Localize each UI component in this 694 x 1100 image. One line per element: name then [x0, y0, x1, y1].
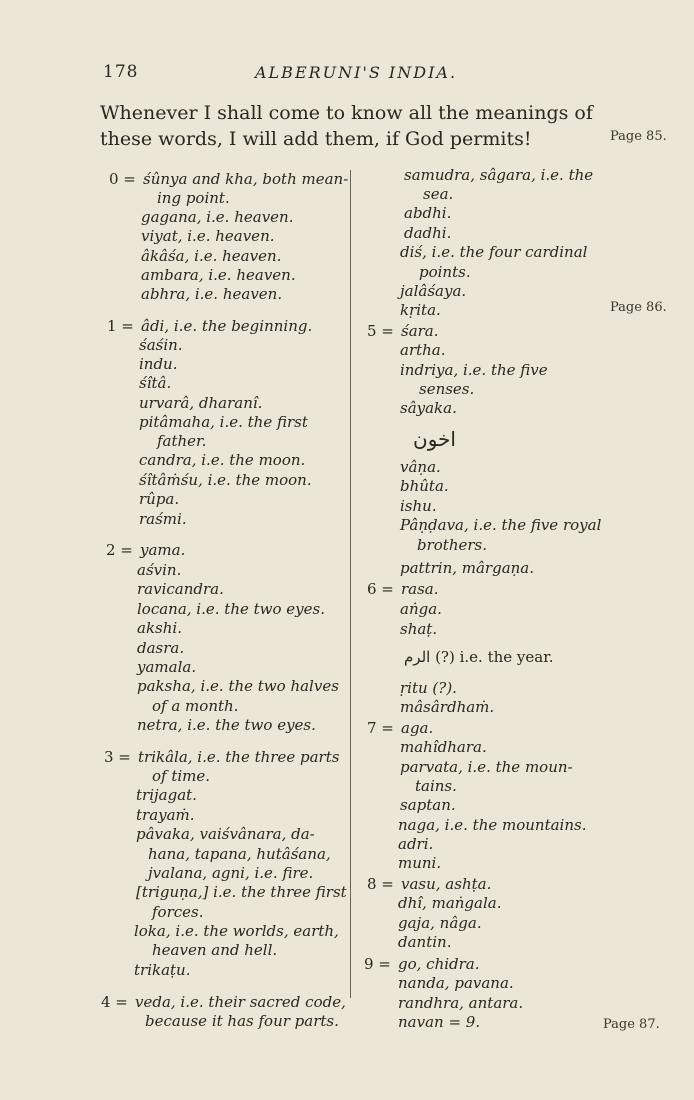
entry-number: 8 =	[367, 875, 394, 893]
running-title: ALBERUNI'S INDIA.	[255, 63, 458, 82]
glossary-line: sea.	[423, 185, 454, 203]
glossary-line: urvarâ, dharanî.	[139, 394, 263, 412]
entry-number: 5 =	[367, 322, 394, 340]
glossary-line: adri.	[398, 835, 434, 853]
glossary-line: mahîdhara.	[400, 738, 487, 756]
glossary-line: sâyaka.	[400, 399, 457, 417]
glossary-line: bhûta.	[400, 477, 449, 495]
entry-number: 3 =	[104, 748, 131, 766]
glossary-line: jvalana, agni, i.e. fire.	[148, 864, 314, 882]
intro-paragraph	[100, 100, 620, 152]
glossary-line: randhra, antara.	[398, 994, 524, 1012]
glossary-line: kṛita.	[400, 301, 441, 319]
glossary-line: śîtâ.	[139, 374, 172, 392]
glossary-line: viyat, i.e. heaven.	[141, 227, 275, 245]
glossary-line: nanda, pavana.	[398, 974, 514, 992]
glossary-line: forces.	[152, 903, 204, 921]
glossary-line: locana, i.e. the two eyes.	[137, 600, 325, 618]
glossary-line: śaśin.	[139, 336, 183, 354]
glossary-line: akshi.	[137, 619, 182, 637]
glossary-line: trikâla, i.e. the three parts	[138, 748, 340, 766]
glossary-line: samudra, sâgara, i.e. the	[404, 166, 594, 184]
entry-number: 2 =	[106, 541, 133, 559]
glossary-line: pattrin, mârgaṇa.	[400, 559, 535, 577]
glossary-line: الرم (?) i.e. the year.	[404, 648, 554, 666]
glossary-line: points.	[419, 263, 471, 281]
glossary-line: muni.	[398, 854, 442, 872]
glossary-line: brothers.	[417, 536, 488, 554]
glossary-line: mâsârdhaṁ.	[400, 698, 495, 716]
glossary-line: go, chidra.	[398, 955, 480, 973]
glossary-line: ravicandra.	[137, 580, 224, 598]
intro-line: these words, I will add them, if God permits!	[100, 128, 532, 150]
glossary-line: ing point.	[157, 189, 230, 207]
glossary-line: âdi, i.e. the beginning.	[141, 317, 313, 335]
glossary-line: rûpa.	[139, 490, 180, 508]
glossary-line: ṛitu (?).	[400, 679, 457, 697]
glossary-line: parvata, i.e. the moun-	[400, 758, 573, 776]
glossary-line: dhî, maṅgala.	[398, 894, 502, 912]
glossary-line: artha.	[400, 341, 446, 359]
glossary-line: gagana, i.e. heaven.	[141, 208, 294, 226]
glossary-line: dadhi.	[404, 224, 452, 242]
glossary-line: rasa.	[401, 580, 439, 598]
glossary-line: diś, i.e. the four cardinal	[400, 243, 588, 261]
margin-note-page-85: Page 85.	[610, 129, 667, 144]
glossary-line: netra, i.e. the two eyes.	[137, 716, 316, 734]
glossary-line: âkâśa, i.e. heaven.	[141, 247, 282, 265]
glossary-line: yamala.	[137, 658, 197, 676]
margin-note-page-87: Page 87.	[603, 1017, 660, 1032]
glossary-line: paksha, i.e. the two halves	[137, 677, 339, 695]
glossary-line: of time.	[152, 767, 211, 785]
glossary-line: pitâmaha, i.e. the first	[139, 413, 308, 431]
entry-number: 0 =	[109, 170, 136, 188]
glossary-line: loka, i.e. the worlds, earth,	[134, 922, 339, 940]
glossary-line: اخون	[413, 427, 456, 451]
glossary-line: senses.	[419, 380, 475, 398]
glossary-line: heaven and hell.	[152, 941, 278, 959]
glossary-line: śîtâṁśu, i.e. the moon.	[139, 471, 312, 489]
glossary-line: trayaṁ.	[136, 806, 195, 824]
glossary-line: because it has four parts.	[145, 1012, 339, 1030]
glossary-line: hana, tapana, hutâśana,	[148, 845, 331, 863]
glossary-line: indu.	[139, 355, 178, 373]
glossary-line: of a month.	[152, 697, 239, 715]
glossary-line: pâvaka, vaiśvânara, da-	[136, 825, 315, 843]
glossary-line: trikaṭu.	[134, 961, 191, 979]
glossary-line: aga.	[401, 719, 434, 737]
glossary-line: vasu, ashṭa.	[401, 875, 492, 893]
glossary-line: aṅga.	[400, 600, 442, 618]
glossary-line: raśmi.	[139, 510, 187, 528]
glossary-line: indriya, i.e. the five	[400, 361, 548, 379]
glossary-line: veda, i.e. their sacred code,	[135, 993, 346, 1011]
glossary-line: vâṇa.	[400, 458, 441, 476]
glossary-line: saptan.	[400, 796, 456, 814]
glossary-line: father.	[157, 432, 207, 450]
glossary-line: jalâśaya.	[400, 282, 467, 300]
glossary-line: trijagat.	[136, 786, 197, 804]
glossary-line: aśvin.	[137, 561, 182, 579]
entry-number: 9 =	[364, 955, 391, 973]
entry-number: 1 =	[107, 317, 134, 335]
glossary-line: dasra.	[137, 639, 185, 657]
glossary-line: abdhi.	[404, 204, 452, 222]
glossary-line: tains.	[415, 777, 457, 795]
glossary-line: [triguṇa,] i.e. the three first	[136, 883, 347, 901]
glossary-line: dantin.	[398, 933, 452, 951]
margin-note-page-86: Page 86.	[610, 300, 667, 315]
glossary-line: yama.	[140, 541, 186, 559]
column-divider	[350, 170, 351, 998]
glossary-line: ambara, i.e. heaven.	[141, 266, 296, 284]
glossary-line: gaja, nâga.	[398, 914, 482, 932]
glossary-line: śûnya and kha, both mean-	[143, 170, 349, 188]
intro-line: Whenever I shall come to know all the meanings of	[100, 102, 593, 124]
glossary-line: abhra, i.e. heaven.	[141, 285, 283, 303]
glossary-line: shaṭ.	[400, 620, 438, 638]
glossary-line: navan = 9.	[398, 1013, 481, 1031]
glossary-line: Pâṇḍava, i.e. the five royal	[400, 516, 602, 534]
entry-number: 4 =	[101, 993, 128, 1011]
page-number: 178	[103, 62, 139, 82]
glossary-line: candra, i.e. the moon.	[139, 451, 306, 469]
entry-number: 7 =	[367, 719, 394, 737]
glossary-line: ishu.	[400, 497, 437, 515]
glossary-line: śara.	[401, 322, 439, 340]
glossary-line: naga, i.e. the mountains.	[398, 816, 587, 834]
entry-number: 6 =	[367, 580, 394, 598]
